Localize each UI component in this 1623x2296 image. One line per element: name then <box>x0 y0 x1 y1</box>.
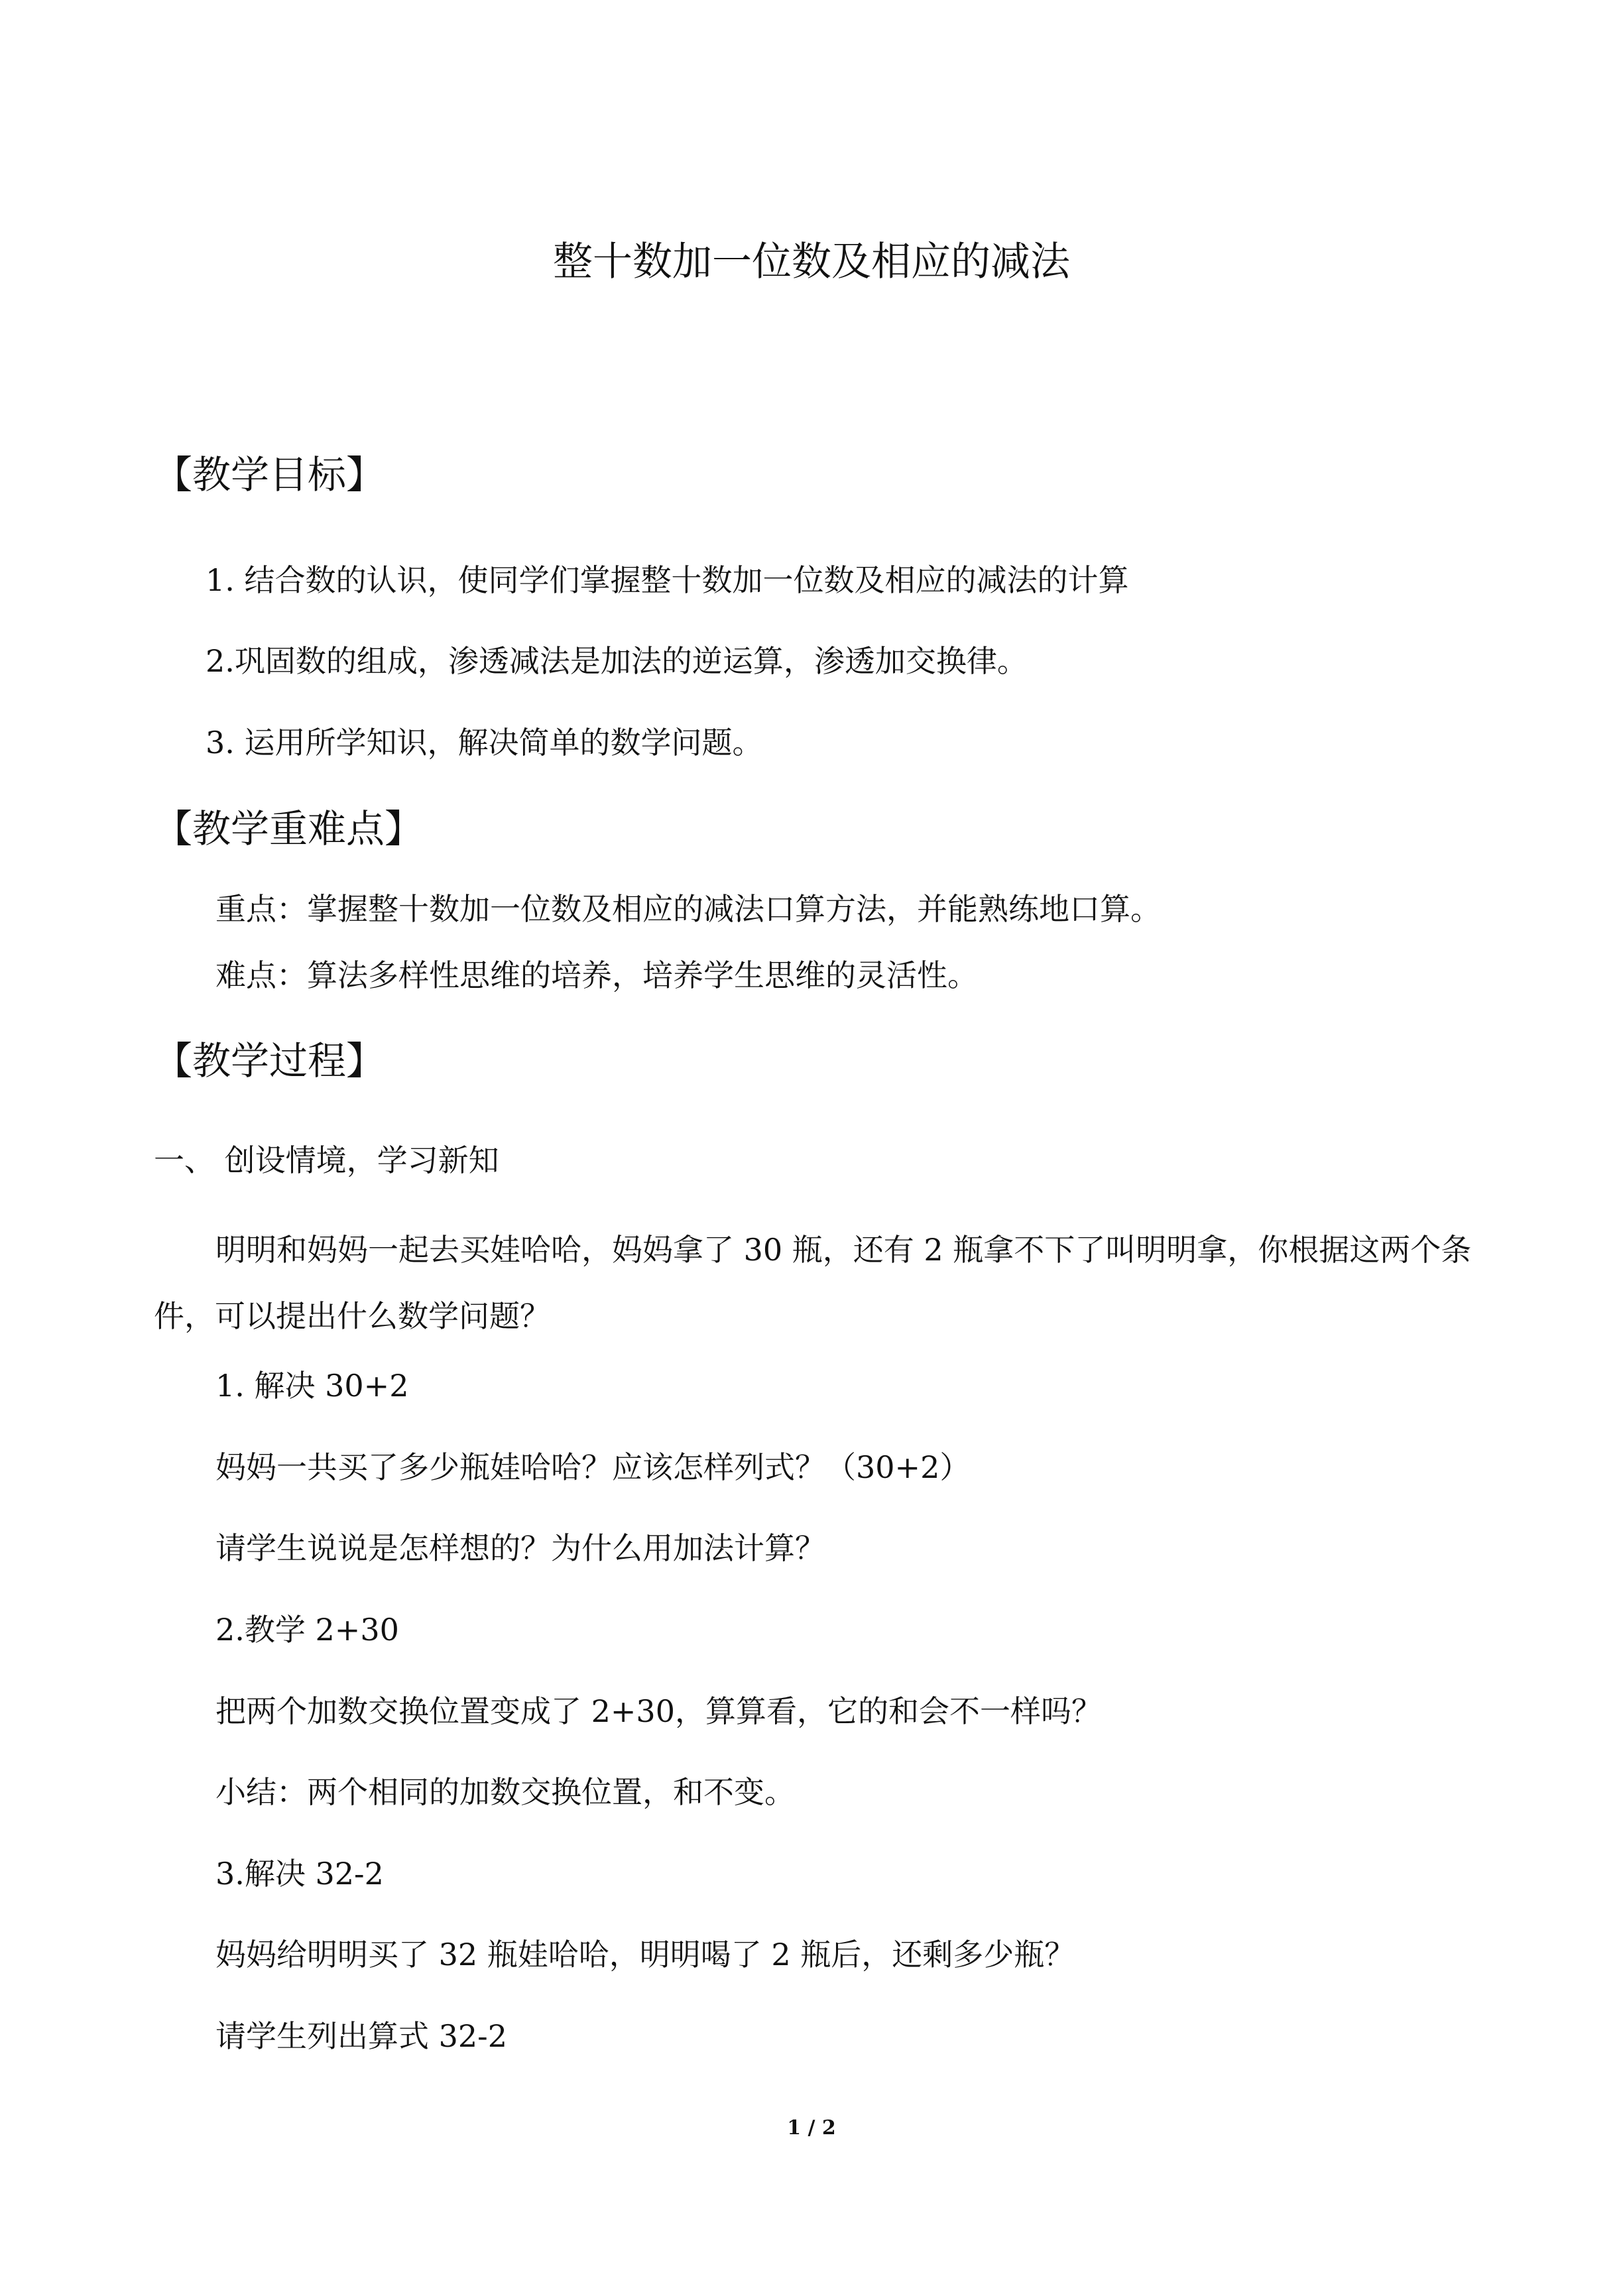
document-title: 整十数加一位数及相应的减法 <box>553 239 1070 285</box>
process-line-4: 2.教学 2+30 <box>215 1612 399 1648</box>
key-point-difficulty: 难点：算法多样性思维的培养，培养学生思维的灵活性。 <box>215 957 978 993</box>
process-line-8: 妈妈给明明买了 32 瓶娃哈哈，明明喝了 2 瓶后，还剩多少瓶？ <box>215 1937 1075 1972</box>
process-intro-paragraph: 明明和妈妈一起去买娃哈哈，妈妈拿了 30 瓶，还有 2 瓶拿不下了叫明明拿，你根据这两个条件，可以提出什么数学问题？ <box>154 1232 1472 1334</box>
key-point-focus: 重点：掌握整十数加一位数及相应的减法口算方法，并能熟练地口算。 <box>215 891 1161 927</box>
process-line-2: 妈妈一共买了多少瓶娃哈哈？应该怎样列式？（30+2） <box>215 1449 971 1485</box>
process-line-7: 3.解决 32-2 <box>215 1856 384 1892</box>
process-line-5: 把两个加数交换位置变成了 2+30，算算看，它的和会不一样吗？ <box>215 1693 1102 1729</box>
key-points-heading: 【教学重难点】 <box>154 806 424 851</box>
objective-item-3: 3. 运用所学知识，解决简单的数学问题。 <box>206 725 763 760</box>
process-line-9: 请学生列出算式 32-2 <box>215 2018 507 2054</box>
page-number: 1 / 2 <box>787 2116 836 2140</box>
process-line-6: 小结：两个相同的加数交换位置，和不变。 <box>215 1774 795 1810</box>
process-part1-title: 一、 创设情境，学习新知 <box>154 1142 499 1178</box>
process-heading: 【教学过程】 <box>154 1038 385 1083</box>
objectives-heading: 【教学目标】 <box>154 452 385 497</box>
objective-item-2: 2.巩固数的组成，渗透减法是加法的逆运算，渗透加交换律。 <box>206 643 1028 679</box>
objective-item-1: 1. 结合数的认识，使同学们掌握整十数加一位数及相应的减法的计算 <box>206 562 1129 598</box>
process-line-1: 1. 解决 30+2 <box>215 1368 409 1404</box>
process-line-3: 请学生说说是怎样想的？为什么用加法计算？ <box>215 1530 825 1566</box>
